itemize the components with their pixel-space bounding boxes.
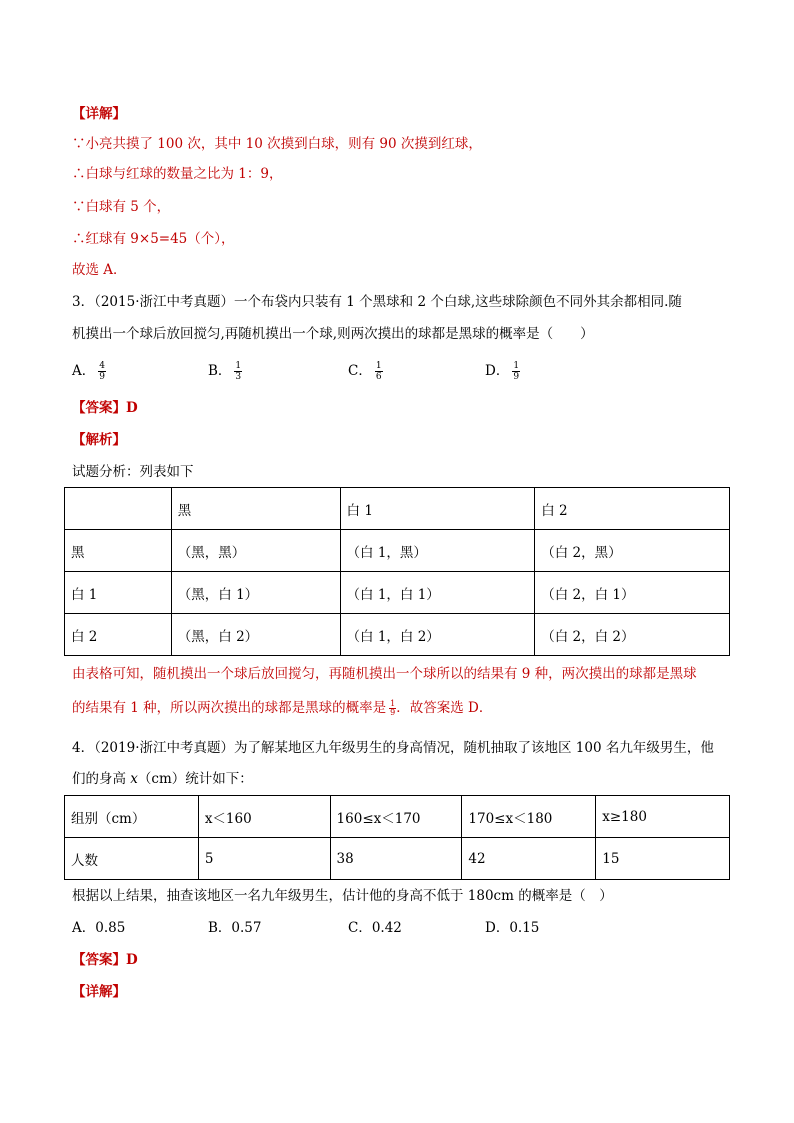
table-cell: （白 1，白 2）	[340, 614, 535, 656]
table-cell: 白 1	[65, 572, 172, 614]
table-cell: （白 2，白 1）	[535, 572, 730, 614]
q4-option-c: C．0.42	[348, 920, 402, 936]
q3-analysis-heading: 【解析】	[72, 432, 126, 448]
table-cell: 白 2	[535, 488, 730, 530]
q3-conclusion-line-1: 由表格可知，随机摸出一个球后放回搅匀，再随机摸出一个球所以的结果有 9 种，两次摸出的球都是黑球	[72, 666, 697, 682]
q3-analysis-intro: 试题分析：列表如下	[72, 464, 194, 480]
q4-answer: 【答案】D	[72, 952, 138, 968]
solution-line-5: 故选 A．	[72, 262, 127, 278]
table-cell: 38	[330, 838, 462, 880]
q4-question: 根据以上结果，抽查该地区一名九年级男生，估计他的身高不低于 180cm 的概率是（ ）	[72, 888, 613, 904]
table-cell: （黑，黑）	[171, 530, 340, 572]
q4-text-line-2: 们的身高 x（cm）统计如下：	[72, 771, 253, 787]
q4-option-d: D．0.15	[485, 920, 540, 936]
q4-height-table	[64, 795, 730, 880]
table-cell: 15	[596, 838, 730, 880]
q4-option-b: B．0.57	[208, 920, 262, 936]
table-row	[65, 838, 730, 880]
q3-option-a: A． $\frac{4}{9}$	[72, 361, 105, 382]
table-cell: 人数	[65, 838, 199, 880]
solution-line-1: ∵小亮共摸了 100 次，其中 10 次摸到白球，则有 90 次摸到红球，	[72, 136, 482, 152]
q3-answer: 【答案】D	[72, 400, 138, 416]
solution-line-3: ∵白球有 5 个，	[72, 199, 171, 215]
table-cell: 42	[462, 838, 596, 880]
table-cell: （黑，白 1）	[171, 572, 340, 614]
table-row	[65, 614, 730, 656]
q4-text-line-1: 4．（2019·浙江中考真题）为了解某地区九年级男生的身高情况，随机抽取了该地区 100 名九年级男生，他	[72, 740, 714, 756]
q3-text-line-2: 机摸出一个球后放回搅匀,再随机摸出一个球,则两次摸出的球都是黑球的概率是（ ）	[72, 326, 594, 342]
table-row	[65, 530, 730, 572]
table-cell: （白 1，黑）	[340, 530, 535, 572]
table-cell: x＜160	[198, 796, 330, 838]
table-cell: 白 1	[340, 488, 535, 530]
table-cell: 黑	[65, 530, 172, 572]
table-cell: （黑，白 2）	[171, 614, 340, 656]
table-cell	[65, 488, 172, 530]
q3-option-d: D． $\frac{1}{9}$	[485, 361, 520, 382]
table-cell: （白 2，白 2）	[535, 614, 730, 656]
table-cell: （白 2，黑）	[535, 530, 730, 572]
table-cell: 160≤x＜170	[330, 796, 462, 838]
q4-option-a: A．0.85	[72, 920, 126, 936]
table-cell: 5	[198, 838, 330, 880]
q3-text-line-1: 3．（2015·浙江中考真题）一个布袋内只装有 1 个黑球和 2 个白球,这些球除颜色不同外其余都相同.随	[72, 294, 682, 310]
table-row	[65, 572, 730, 614]
solution-line-2: ∴白球与红球的数量之比为 1：9，	[72, 166, 283, 182]
table-header-row	[65, 488, 730, 530]
table-cell: 白 2	[65, 614, 172, 656]
table-cell: 170≤x＜180	[462, 796, 596, 838]
table-header-row	[65, 796, 730, 838]
q3-outcome-table	[64, 487, 730, 656]
table-cell: （白 1，白 1）	[340, 572, 535, 614]
q4-detail-heading: 【详解】	[72, 984, 126, 1000]
solution-line-4: ∴红球有 9×5=45（个），	[72, 231, 235, 247]
table-cell: x≥180	[596, 796, 730, 838]
table-cell: 组别（cm）	[65, 796, 199, 838]
q3-conclusion-line-2: 的结果有 1 种，所以两次摸出的球都是黑球的概率是 $\frac{1}{9}$ ．故答案选 D．	[72, 699, 493, 717]
detail-heading: 【详解】	[72, 106, 126, 122]
q3-option-c: C． $\frac{1}{6}$	[348, 361, 382, 382]
q3-option-b: B． $\frac{1}{3}$	[208, 361, 242, 382]
table-cell: 黑	[171, 488, 340, 530]
